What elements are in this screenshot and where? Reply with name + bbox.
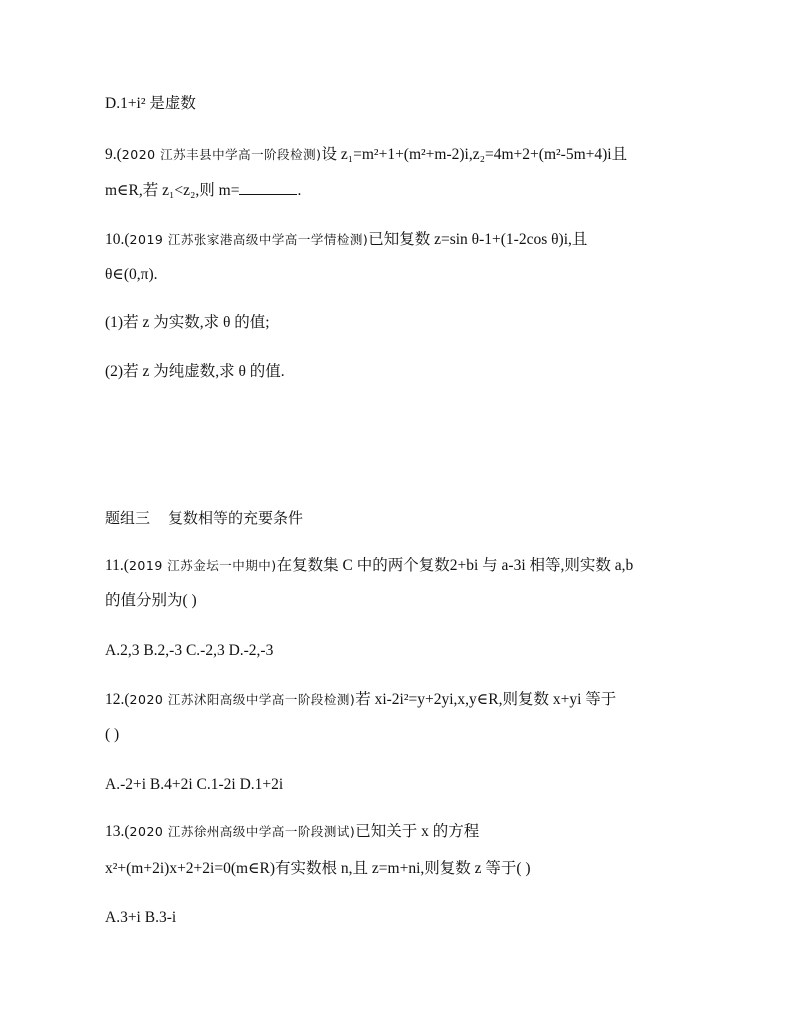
q11-line-2: 的值分别为( ) xyxy=(105,592,197,609)
q11-source: 2019 江苏金坛一中期中) xyxy=(128,558,277,573)
q10-line-1 xyxy=(105,230,587,250)
q10-source: 2019 江苏张家港高级中学高一学情检测) xyxy=(129,232,369,247)
q12-options: A.-2+i B.4+2i C.1-2i D.1+2i xyxy=(105,776,284,793)
q11-number: 11.( xyxy=(105,557,129,574)
q13-options: A.3+i B.3-i xyxy=(105,909,177,926)
q11-options: A.2,3 B.2,-3 C.-2,3 D.-2,-3 xyxy=(105,642,274,659)
q9-line-1 xyxy=(105,145,627,165)
q9-text-c: . xyxy=(297,182,302,199)
q9-source: 2020 江苏丰县中学高一阶段检测) xyxy=(121,147,322,162)
q11-text-a: 在复数集 C 中的两个复数2+bi 与 a-3i 相等,则实数 a,b xyxy=(276,557,634,574)
q9-text-b: m∈R,若 z₁<z₂,则 m= xyxy=(105,182,240,199)
q13-line-2: x²+(m+2i)x+2+2i=0(m∈R)有实数根 n,且 z=m+ni,则复数 z 等于( ) xyxy=(105,860,531,877)
q13-source: 2020 江苏徐州高级中学高一阶段测试) xyxy=(129,824,356,839)
section-label: 题组三 xyxy=(105,509,151,527)
q10-text-a: 已知复数 z=sin θ-1+(1-2cos θ)i,且 xyxy=(368,231,588,248)
q13-text-a: 已知关于 x 的方程 xyxy=(355,823,480,840)
q10-number: 10.( xyxy=(105,231,130,248)
q12-line-2: ( ) xyxy=(105,726,120,743)
q13-number: 13.( xyxy=(105,823,130,840)
q12-source: 2020 江苏沭阳高级中学高一阶段检测) xyxy=(129,692,356,707)
q10-part-2: (2)若 z 为纯虚数,求 θ 的值. xyxy=(105,363,285,380)
q11-line-1 xyxy=(105,556,633,576)
q9-text-a: 设 z₁=m²+1+(m²+m-2)i,z₂=4m+2+(m²-5m+4)i且 xyxy=(321,146,628,163)
section-title: 复数相等的充要条件 xyxy=(168,509,304,527)
q12-text-a: 若 xi-2i²=y+2yi,x,y∈R,则复数 x+yi 等于 xyxy=(355,691,617,708)
q8-option-d: D.1+i² 是虚数 xyxy=(105,95,196,112)
q13-line-1 xyxy=(105,822,479,842)
q10-part-1: (1)若 z 为实数,求 θ 的值; xyxy=(105,314,270,331)
q10-line-2: θ∈(0,π). xyxy=(105,266,158,283)
answer-blank xyxy=(239,181,297,195)
q9-number: 9.( xyxy=(105,146,122,163)
q12-number: 12.( xyxy=(105,691,130,708)
q12-line-1 xyxy=(105,690,616,710)
q9-line-2 xyxy=(105,181,301,201)
section-heading xyxy=(105,508,303,528)
